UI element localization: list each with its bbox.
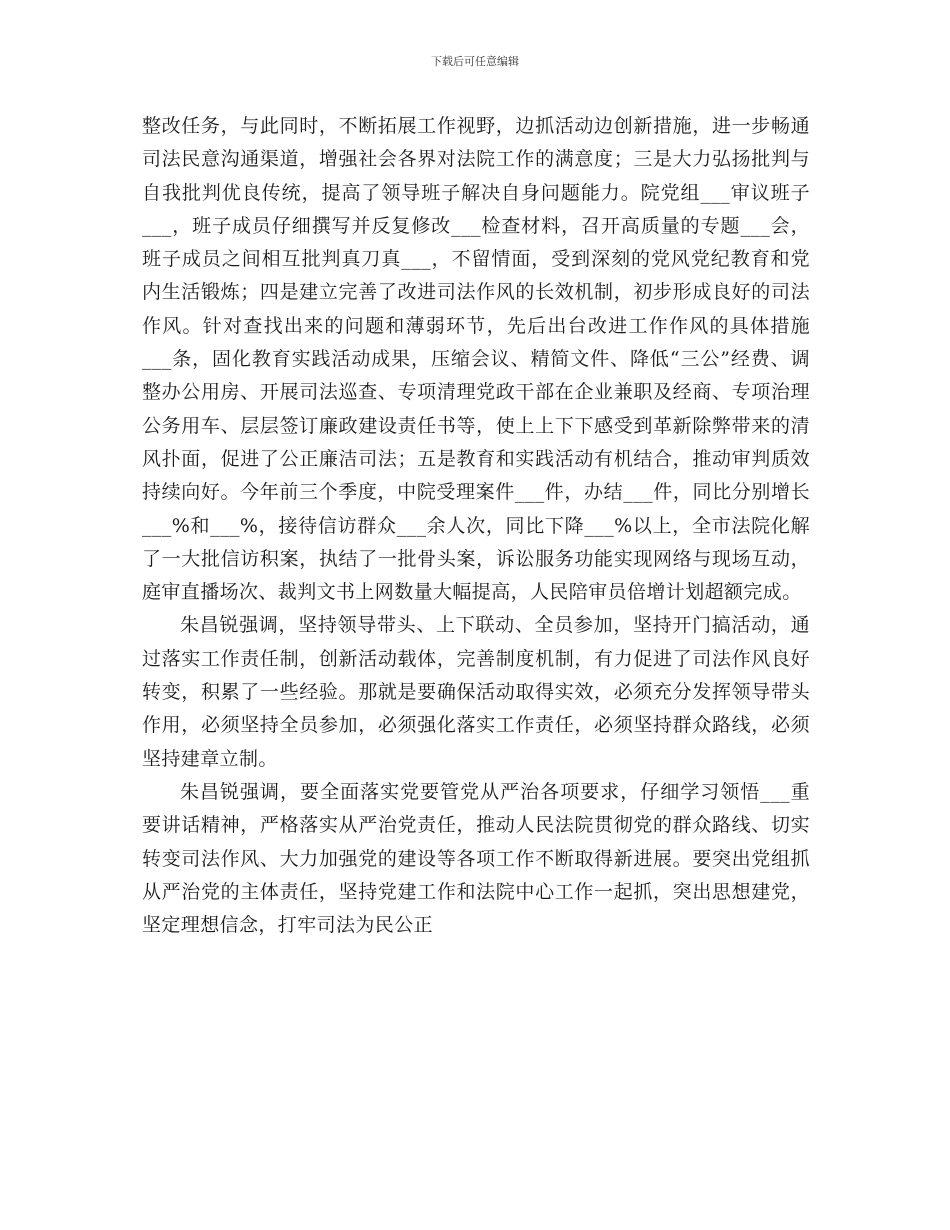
paragraph-emphasis-party-discipline: 朱昌锐强调，要全面落实党要管党从严治各项要求，仔细学习领悟___重要讲话精神，严格落实从严治党责任，推动人民法院贯彻党的群众路线、切实转变司法作风、大力加强党的建设等各项工作不断取得新进展。要突出党组抓从严治党的主体责任，坚持党建工作和法院中心工作一起抓，突出思想建党，坚定理想信念，打牢司法为民公正 [142, 780, 810, 937]
document-body [142, 110, 810, 942]
paragraph-continuation: 整改任务，与此同时，不断拓展工作视野，边抓活动边创新措施，进一步畅通司法民意沟通渠道，增强社会各界对法院工作的满意度；三是大力弘扬批判与自我批判优良传统，提高了领导班子解决自身问题能力。院党组___审议班子___，班子成员仔细撰写并反复修改___检查材料，召开高质量的专题___会，班子成员之间相互批判真刀真___，不留情面，受到深刻的党风党纪教育和党内生活锻炼；四是建立完善了改进司法作风的长效机制，初步形成良好的司法作风。针对查找出来的问题和薄弱环节，先后出台改进工作作风的具体措施___条，固化教育实践活动成果，压缩会议、精简文件、降低“三公”经费、调整办公用房、开展司法巡查、专项清理党政干部在企业兼职及经商、专项治理公务用车、层层签订廉政建设责任书等，使上上下下感受到革新除弊带来的清风扑面，促进了公正廉洁司法；五是教育和实践活动有机结合，推动审判质效持续向好。今年前三个季度，中院受理案件___件，办结___件，同比分别增长___%和___%，接待信访群众___余人次，同比下降___%以上，全市法院化解了一大批信访积案，执结了一批骨头案，诉讼服务功能实现网络与现场互动，庭审直播场次、裁判文书上网数量大幅提高，人民陪审员倍增计划超额完成。 [142, 115, 810, 604]
paragraph-emphasis-experience: 朱昌锐强调，坚持领导带头、上下联动、全员参加，坚持开门搞活动，通过落实工作责任制，创新活动载体，完善制度机制，有力促进了司法作风良好转变，积累了一些经验。那就是要确保活动取得实效，必须充分发挥领导带头作用，必须坚持全员参加，必须强化落实工作责任，必须坚持群众路线，必须坚持建章立制。 [142, 614, 810, 770]
page-header-note: 下载后可任意编辑 [431, 55, 519, 68]
